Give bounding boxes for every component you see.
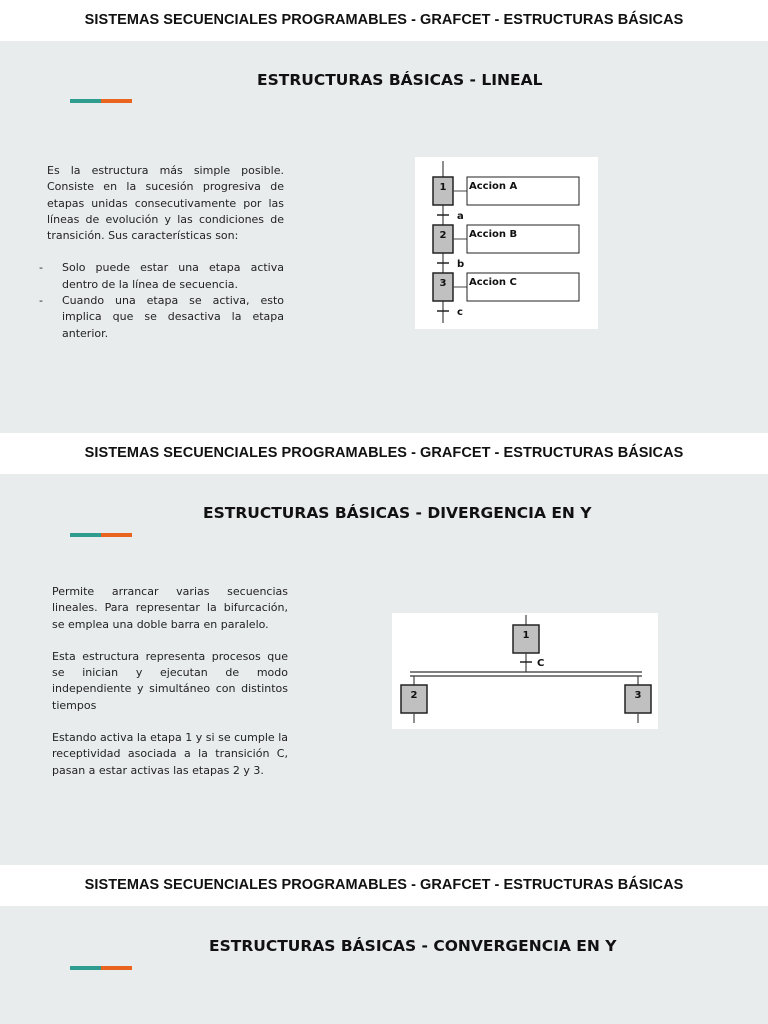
action-label-1: Accion A	[469, 181, 518, 192]
page-header	[0, 433, 768, 474]
accent-orange	[101, 99, 132, 103]
slide-title: ESTRUCTURAS BÁSICAS - DIVERGENCIA EN Y	[203, 504, 592, 522]
paragraph: Permite arrancar varias secuencias lineales. Para representar la bifurcación, se emplea una doble barra en paralelo.	[52, 585, 288, 631]
page-header	[0, 0, 768, 41]
header-text: SISTEMAS SECUENCIALES PROGRAMABLES - GRAFCET - ESTRUCTURAS BÁSICAS	[84, 877, 684, 893]
transition-label-b: b	[457, 259, 465, 270]
step-label-2: 2	[439, 230, 447, 241]
step-label-1: 1	[439, 182, 447, 193]
lineal-description	[47, 163, 284, 342]
accent-orange	[101, 533, 132, 537]
transition-label-c: C	[537, 658, 545, 669]
accent-bar	[70, 966, 132, 970]
intro-paragraph: Es la estructura más simple posible. Consiste en la sucesión progresiva de etapas unidas consecutivamente por las líneas de evolución y las condiciones de transición. Sus características son:	[47, 164, 284, 243]
list-item: - Cuando una etapa se activa, esto implica que se desactiva la etapa anterior.	[47, 293, 284, 342]
step-label-3: 3	[634, 690, 642, 701]
characteristics-list	[47, 260, 284, 341]
action-label-3: Accion C	[469, 277, 517, 288]
header-text: SISTEMAS SECUENCIALES PROGRAMABLES - GRAFCET - ESTRUCTURAS BÁSICAS	[84, 12, 684, 28]
accent-teal	[70, 966, 101, 970]
divergencia-description	[52, 584, 288, 779]
grafcet-divergencia-diagram	[392, 613, 658, 729]
header-text: SISTEMAS SECUENCIALES PROGRAMABLES - GRAFCET - ESTRUCTURAS BÁSICAS	[84, 445, 684, 461]
step-label-3: 3	[439, 278, 447, 289]
accent-bar	[70, 533, 132, 537]
paragraph: Estando activa la etapa 1 y si se cumple la receptividad asociada a la transición C, pasan a estar activas las etapas 2 y 3.	[52, 731, 288, 777]
slide-title: ESTRUCTURAS BÁSICAS - CONVERGENCIA EN Y	[209, 937, 617, 955]
step-label-2: 2	[410, 690, 418, 701]
accent-orange	[101, 966, 132, 970]
accent-bar	[70, 99, 132, 103]
accent-teal	[70, 533, 101, 537]
accent-teal	[70, 99, 101, 103]
page-header	[0, 865, 768, 906]
slide-convergencia	[0, 906, 768, 1024]
slide-lineal	[0, 41, 768, 433]
transition-label-c: c	[457, 307, 463, 318]
transition-label-a: a	[457, 211, 464, 222]
grafcet-lineal-diagram	[415, 157, 598, 329]
paragraph: Esta estructura representa procesos que se inician y ejecutan de modo independiente y simultáneo con distintos tiempos	[52, 649, 288, 712]
slide-title: ESTRUCTURAS BÁSICAS - LINEAL	[257, 71, 543, 89]
step-label-1: 1	[522, 630, 530, 641]
action-label-2: Accion B	[469, 229, 518, 240]
list-item: - Solo puede estar una etapa activa dentro de la línea de secuencia.	[47, 260, 284, 293]
slide-divergencia	[0, 474, 768, 865]
